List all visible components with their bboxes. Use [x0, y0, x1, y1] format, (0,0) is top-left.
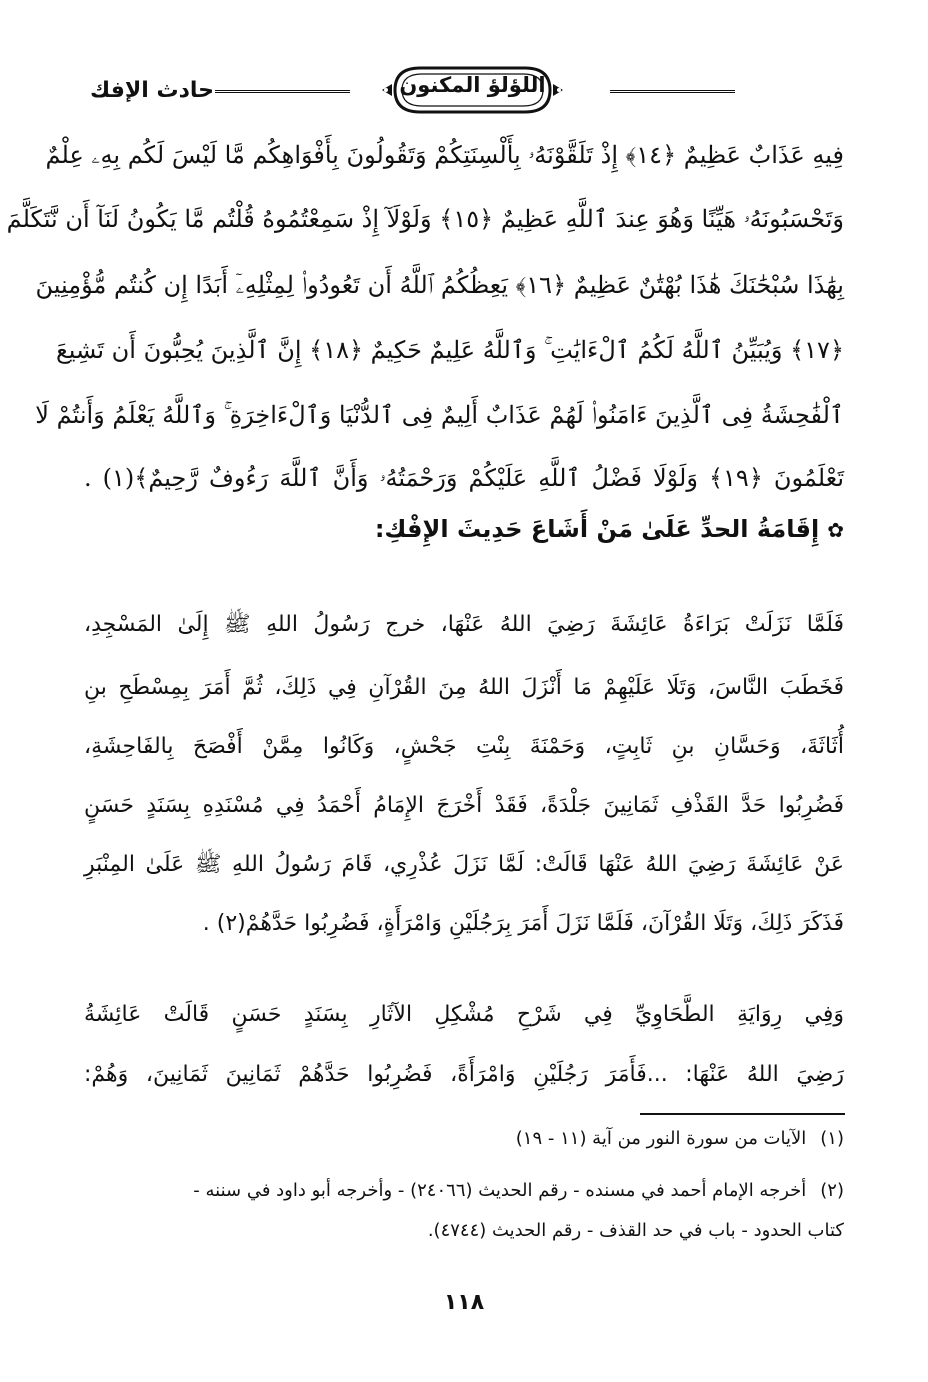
verse-line-1: فِيهِ عَذَابٌ عَظِيمٌ ﴿١٤﴾ إِذْ تَلَقَّوْنَهُۥ بِأَلْسِنَتِكُمْ وَتَقُولُونَ بِأَفْوَاهِكُم مَّا لَيْسَ لَكُم بِهِۦ عِلْمٌ: [45, 141, 844, 169]
flower-bullet-icon: ✿: [827, 518, 844, 542]
paragraph-line: فَذَكَرَ ذَلِكَ، وَتَلَا القُرْآنَ، فَلَمَّا نَزَلَ أَمَرَ بِرَجُلَيْنِ وَامْرَأَةٍ، فَضُرِبُوا حَدَّهُمْ(٢) .: [202, 911, 844, 936]
footnote-divider: [640, 1113, 845, 1115]
footnote-2-continued: [84, 1220, 844, 1241]
running-header: [80, 50, 860, 130]
paragraph-line: عَنْ عَائِشَةَ رَضِيَ اللهُ عَنْهَا قَالَتْ: لَمَّا نَزَلَ عُذْرِي، قَامَ رَسُولُ اللهِ ﷺ عَلَىٰ المِنْبَرِ: [84, 852, 844, 877]
footnote-number: (٢): [820, 1180, 844, 1201]
verse-line-6: تَعْلَمُونَ ﴿١٩﴾ وَلَوْلَا فَضْلُ ٱللَّهِ عَلَيْكُمْ وَرَحْمَتُهُۥ وَأَنَّ ٱللَّهَ رَءُوفٌ رَّحِيمٌ﴾(١) .: [84, 464, 844, 492]
footnote-2: [84, 1180, 844, 1201]
footnote-text: كتاب الحدود - باب في حد القذف - رقم الحديث (٤٧٤٤).: [427, 1220, 844, 1241]
paragraph-line: فَلَمَّا نَزَلَتْ بَرَاءَةُ عَائِشَةَ رَضِيَ اللهُ عَنْهَا، خرج رَسُولُ اللهِ ﷺ إِلَىٰ المَسْجِدِ،: [84, 612, 844, 637]
chapter-title: حادث الإفك: [90, 78, 214, 103]
footnote-1: [84, 1128, 844, 1149]
paragraph-line: وَفِي رِوَايَةِ الطَّحَاوِيِّ فِي شَرْحِ مُشْكِلِ الآثَارِ بِسَنَدٍ حَسَنٍ قَالَتْ عَائِشَةُ: [84, 1002, 844, 1027]
paragraph-line: فَضُرِبُوا حَدَّ القَذْفِ ثَمَانِينَ جَلْدَةً، فَقَدْ أَخْرَجَ الإِمَامُ أَحْمَدُ فِي مُسْنَدِهِ بِسَنَدٍ حَسَنٍ: [84, 793, 844, 818]
verse-line-3: بِهَٰذَا سُبْحَٰنَكَ هَٰذَا بُهْتَٰنٌ عَظِيمٌ ﴿١٦﴾ يَعِظُكُمُ ٱللَّهُ أَن تَعُودُوا۟ لِمِثْلِهِۦٓ أَبَدًا إِن كُنتُم مُّؤْمِنِينَ: [35, 271, 844, 299]
title-cartouche: [380, 60, 565, 120]
book-title: اللؤلؤ المكنون: [399, 73, 546, 97]
page-number: ١١٨: [443, 1290, 485, 1315]
verse-line-5: ٱلْفَٰحِشَةُ فِى ٱلَّذِينَ ءَامَنُوا۟ لَهُمْ عَذَابٌ أَلِيمٌ فِى ٱلدُّنْيَا وَٱلْءَاخِرَةِ ۚ وَٱللَّهُ يَعْلَمُ وَأَنتُمْ لَا: [35, 401, 844, 429]
footnote-text: أخرجه الإمام أحمد في مسنده - رقم الحديث (٢٤٠٦٦) - وأخرجه أبو داود في سننه -: [193, 1180, 807, 1201]
section-heading: [375, 515, 844, 543]
footnote-text: الآيات من سورة النور من آية (١١ - ١٩): [515, 1128, 807, 1149]
paragraph-line: أُثَاثَةَ، وَحَسَّانِ بنِ ثَابِتٍ، وَحَمْنَةَ بِنْتِ جَحْشٍ، وَكَانُوا مِمَّنْ أَفْصَحَ بِالفَاحِشَةِ،: [84, 734, 844, 759]
verse-line-2: وَتَحْسَبُونَهُۥ هَيِّنًا وَهُوَ عِندَ ٱللَّهِ عَظِيمٌ ﴿١٥﴾ وَلَوْلَآ إِذْ سَمِعْتُمُوهُ قُلْتُم مَّا يَكُونُ لَنَآ أَن نَّتَكَلَّمَ: [6, 205, 844, 233]
footnote-number: (١): [820, 1128, 844, 1149]
paragraph-line: رَضِيَ اللهُ عَنْهَا: ...فَأَمَرَ رَجُلَيْنِ وَامْرَأَةً، فَضُرِبُوا حَدَّهُمْ ثَمَانِينَ ثَمَانِينَ، وَهُمْ:: [84, 1062, 844, 1087]
paragraph-line: فَخَطَبَ النَّاسَ، وَتَلَا عَلَيْهِمْ مَا أَنْزَلَ اللهُ مِنَ القُرْآنِ فِي ذَلِكَ، ثُمَّ أَمَرَ بِمِسْطَحِ بنِ: [84, 675, 844, 700]
verse-line-4: ﴿١٧﴾ وَيُبَيِّنُ ٱللَّهُ لَكُمُ ٱلْءَايَٰتِ ۚ وَٱللَّهُ عَلِيمٌ حَكِيمٌ ﴿١٨﴾ إِنَّ ٱلَّذِينَ يُحِبُّونَ أَن تَشِيعَ: [55, 336, 844, 364]
header-rule-right: [610, 90, 735, 96]
header-rule-left: [215, 90, 350, 96]
section-heading-text: إِقَامَةُ الحدِّ عَلَىٰ مَنْ أَشَاعَ حَدِيثَ الإِفْكِ:: [374, 515, 820, 543]
